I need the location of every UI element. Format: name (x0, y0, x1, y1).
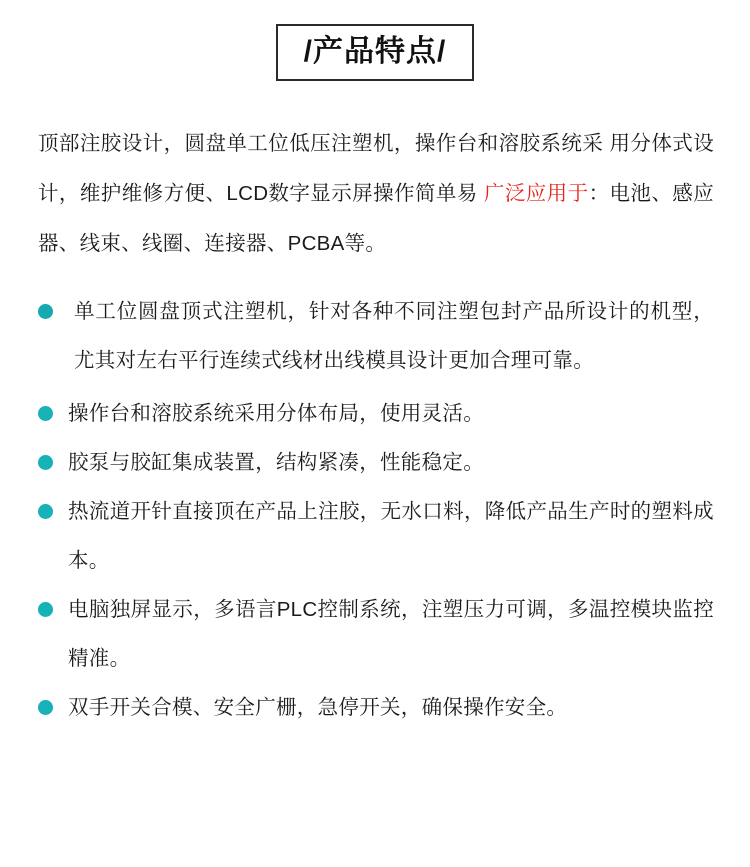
intro-line-1: 顶部注胶设计，圆盘单工位低压注塑机，操作台和溶胶系统采 (38, 132, 604, 155)
bullet-icon (38, 304, 53, 319)
intro-line-3: ：电池、感应器、线束、线圈、连接器、PCBA等。 (38, 182, 715, 255)
list-item (38, 585, 714, 683)
bullet-icon (38, 700, 53, 715)
feature-list (38, 287, 714, 732)
bullet-icon (38, 602, 53, 617)
page-title-container (0, 0, 750, 81)
feature-text: 电脑独屏显示，多语言PLC控制系统，注塑压力可调，多温控模块监控精准。 (68, 598, 714, 670)
list-item (38, 287, 714, 385)
bullet-icon (38, 406, 53, 421)
intro-highlight: 广泛应用于 (483, 182, 589, 205)
list-item (38, 389, 714, 438)
bullet-icon (38, 504, 53, 519)
feature-text: 单工位圆盘顶式注塑机，针对各种不同注塑包封产品所设计的机型，尤其对左右平行连续式线材出线模具设计更加合理可靠。 (74, 300, 714, 372)
feature-text: 胶泵与胶缸集成装置，结构紧凑，性能稳定。 (68, 451, 484, 474)
list-item (38, 683, 714, 732)
intro-paragraph (38, 119, 714, 269)
list-item (38, 438, 714, 487)
page-title: /产品特点/ (276, 24, 475, 81)
feature-text: 双手开关合模、安全广栅，急停开关，确保操作安全。 (68, 696, 568, 719)
list-item (38, 487, 714, 585)
bullet-icon (38, 455, 53, 470)
feature-text: 操作台和溶胶系统采用分体布局，使用灵活。 (68, 402, 484, 425)
intro-line-2: 用分体式设计，维护维修方便、LCD数字显示屏操作简单易 (38, 132, 715, 205)
feature-text: 热流道开针直接顶在产品上注胶，无水口料，降低产品生产时的塑料成本。 (68, 500, 714, 572)
